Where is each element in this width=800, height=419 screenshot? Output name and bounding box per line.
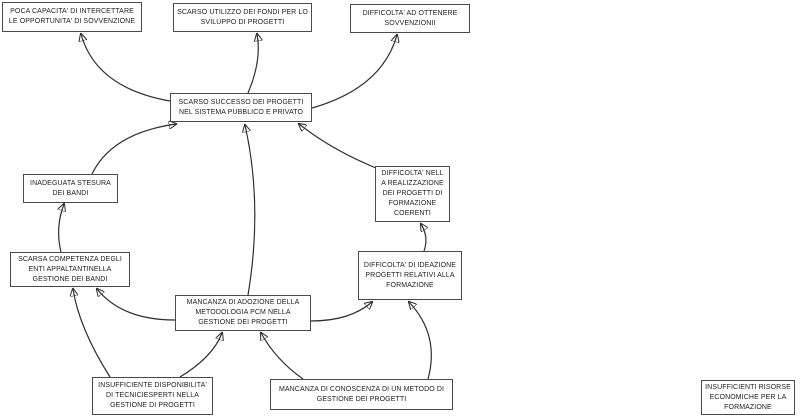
node-label: INSUFFICIENTE DISPONIBILITA' DI TECNICIESPERTI NELLA GESTIONE DI PROGETTI [98,382,207,409]
node-mancanza-conoscenza-metodo[interactable] [270,379,453,410]
edge-ideazione-to-realizzazione-arrow [421,224,426,251]
edge-realizzazione-to-successo-arrow [299,124,376,168]
node-label: INADEGUATA STESURA DEI BANDI [30,179,111,197]
node-label: INSUFFICIENTI RISORSE ECONOMICHE PER LA FORMAZIONE [705,383,791,411]
node-label: SCARSO UTILIZZO DEI FONDI PER LO SVILUPPO DI PROGETTI [177,8,308,26]
edge-adozione-to-ideazione-arrow [311,302,372,321]
node-poca-capacita[interactable] [2,2,142,32]
edge-successo-to-poca-arrow [81,34,170,101]
node-label: DIFFICOLTA' AD OTTENERE SOVVENZIONII [362,9,458,27]
node-inadeguata-stesura-bandi[interactable] [23,174,118,203]
edge-competenza-to-stesura-arrow [59,204,64,252]
node-insufficienti-risorse[interactable] [701,380,795,415]
node-scarso-utilizzo-fondi[interactable] [173,3,312,32]
edge-successo-to-utilizzo-arrow [248,34,258,93]
node-insufficiente-disponibilita-tecnici[interactable] [92,377,213,415]
node-label: MANCANZA DI ADOZIONE DELLA METODOLOGIA PCM NELLA GESTIONE DEI PROGETTI [186,299,300,326]
node-scarso-successo-progetti[interactable] [170,93,312,122]
node-label: DIFFICOLTA' DI IDEAZIONE PROGETTI RELATIVI ALLA FORMAZIONE [363,261,457,289]
node-label: DIFFICOLTA' NELL A REALIZZAZIONE DEI PROGETTI DI FORMAZIONE COERENTI [381,170,444,217]
node-label: MANCANZA DI CONOSCENZA DI UN METODO DI GESTIONE DEI PROGETTI [278,385,445,403]
edge-tecnici-to-competenza-arrow [73,289,110,377]
node-difficolta-ideazione[interactable] [358,251,462,300]
node-mancanza-adozione-pcm[interactable] [175,295,311,331]
edge-conoscenza-to-adozione-arrow [261,333,303,379]
node-scarsa-competenza-enti[interactable] [10,252,130,287]
edge-stesura-to-successo-arrow [92,124,176,174]
edge-tecnici-to-adozione-arrow [180,333,222,377]
node-difficolta-realizzazione[interactable] [375,166,450,222]
node-label: POCA CAPACITA' DI INTERCETTARE LE OPPORTUNITA' DI SOVVENZIONE [8,8,136,25]
node-difficolta-ottenere-sovvenzioni[interactable] [350,4,470,33]
edge-adozione-to-competenza-arrow [97,289,175,320]
edge-conoscenza-to-ideazione-arrow [409,302,431,379]
edge-successo-to-sovvenzioni-arrow [312,35,397,108]
node-label: SCARSO SUCCESSO DEI PROGETTI NEL SISTEMA PUBBLICO E PRIVATO [178,98,304,116]
edge-adozione-to-successo-arrow [245,125,255,295]
node-label: SCARSA COMPETENZA DEGLI ENTI APPALTANTINELLA GESTIONE DEI BANDI [18,255,122,283]
